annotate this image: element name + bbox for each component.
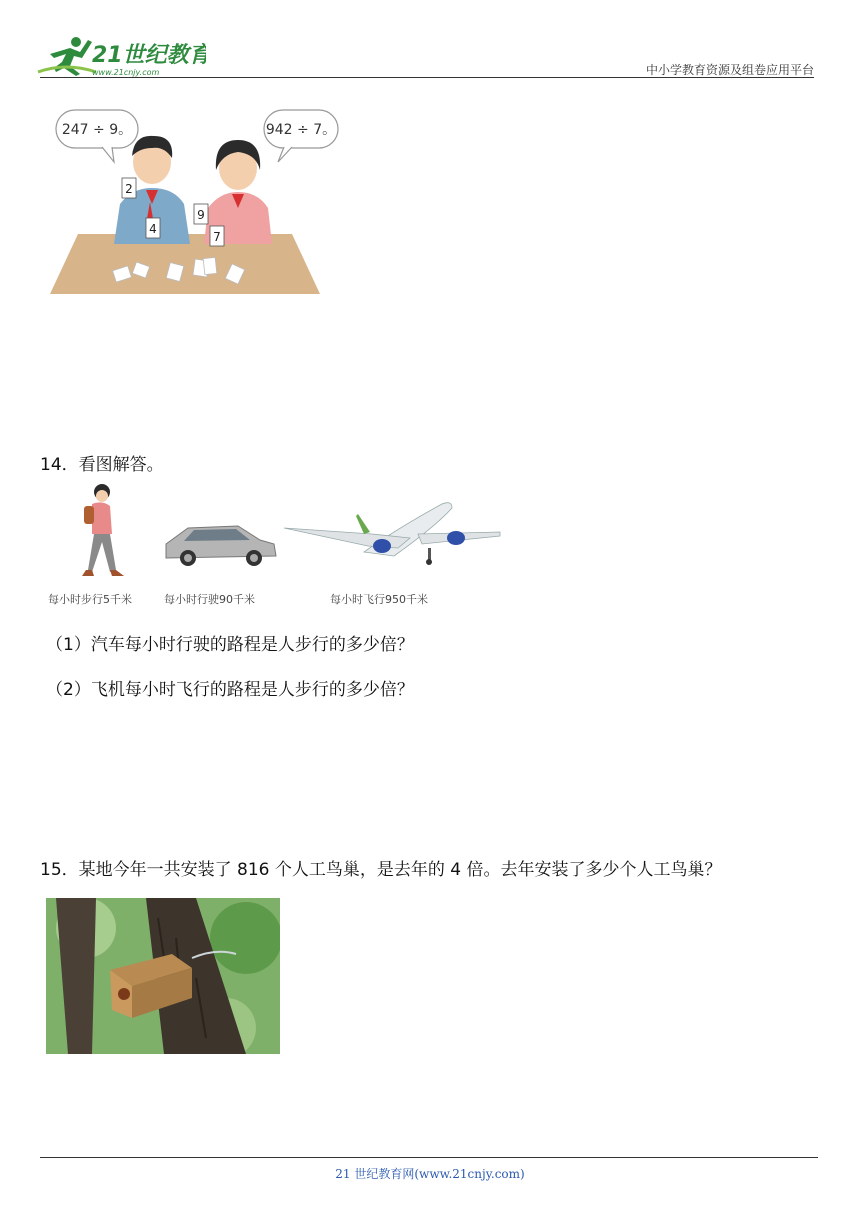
header-divider (40, 77, 814, 78)
svg-text:942 ÷ 7。: 942 ÷ 7。 (265, 122, 337, 138)
question-14-title: 14．看图解答。 (40, 455, 164, 475)
question-14-part-1: （1）汽车每小时行驶的路程是人步行的多少倍？ (46, 635, 414, 655)
number-card (194, 204, 208, 224)
logo-url: www.21cnjy.com (92, 68, 160, 77)
caption-car: 每小时行驶90千米 (164, 593, 255, 606)
number-card (122, 178, 136, 198)
svg-text:247 ÷ 9。: 247 ÷ 9。 (61, 122, 133, 138)
question-15-title: 15．某地今年一共安装了 816 个人工鸟巢，是去年的 4 倍。去年安装了多少个人工鸟巢？ (40, 860, 722, 880)
site-logo (36, 32, 206, 80)
caption-plane: 每小时飞行950千米 (330, 593, 428, 606)
speech-bubble-left (56, 110, 138, 162)
travel-speed-illustration (38, 478, 508, 610)
walking-person-image (82, 484, 124, 576)
question-14-part-2: （2）飞机每小时飞行的路程是人步行的多少倍？ (46, 680, 414, 700)
speech-bubble-right (264, 110, 338, 162)
footer-text: 21 世纪教育网(www.21cnjy.com) (335, 1167, 525, 1181)
number-card (210, 226, 224, 246)
airplane-image (284, 503, 500, 565)
number-card (146, 218, 160, 238)
footer-divider (40, 1157, 818, 1158)
caption-walk: 每小时步行5千米 (48, 593, 132, 606)
bird-nest-photo (46, 898, 280, 1054)
svg-text:9: 9 (197, 208, 205, 222)
car-image (166, 526, 276, 566)
header-platform-text: 中小学教育资源及组卷应用平台 (645, 63, 814, 77)
svg-text:4: 4 (149, 222, 157, 236)
runner-icon (38, 37, 96, 76)
svg-text:7: 7 (213, 230, 221, 244)
students-cards-illustration (42, 104, 342, 304)
logo-text: 21世纪教育 (92, 43, 206, 68)
svg-text:2: 2 (125, 182, 133, 196)
